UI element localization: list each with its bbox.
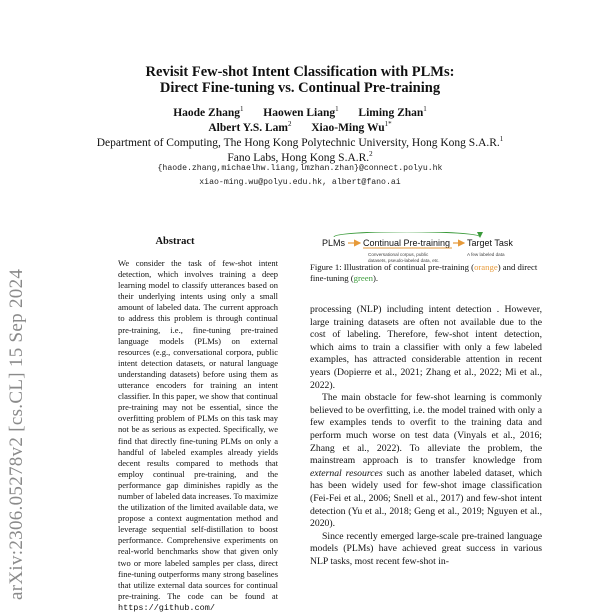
abstract-text: We consider the task of few-shot intent detection, which involves training a deep learning model to classify utterances based on their underlying intents using only a small amount of labeled data. The current approach to address this problem is through continual pre-training, i.e., fine-tuning pre-trained language models (PLMs) on external resources (e.g., conversational corpora, public intent detection datasets, or natural language understanding datasets) before using them as utterance encoders for training an intent classifier. In this paper, we show that continual pre-training may not be essential, since the overfitting problem of PLMs on this task may not be as serious as expected. Specifically, we find that directly fine-tuning PLMs on only a handful of labeled examples already yields decent results compared to methods that employ continual pre-training, and the performance gap diminishes rapidly as the number of labeled data increases. To maximize the utilization of the limited available data, we propose a context augmentation method and leverage sequential self-distillation to boost performance. Comprehensive experiments on real-world benchmarks show that given only two or more labeled samples per class, direct fine-tuning outperforms many strong baselines that utilize external data sources for continual pre-training. The code can be found at [118, 258, 278, 601]
body-paragraph-3: Since recently emerged large-scale pre-trained language models (PLMs) have achieved great success in various NLP tasks, most recent few-shot in- [310, 530, 542, 567]
figure-cpt-sub-2: datasets, pseudo-labeled data, etc. [368, 258, 440, 263]
arxiv-identifier: arXiv:2306.05278v2 [cs.CL] 15 Sep 2024 [6, 268, 27, 600]
figure-1-caption [310, 262, 542, 284]
figure-cpt-label: Continual Pre-training [363, 238, 451, 248]
body-p2-text-a: The main obstacle for few-shot learning is commonly believed to be overfitting, i.e. the model trained with only a few examples tends to overfit to the training data and perform much worse on test data (Vinyals et al., 2016; Zhang et al., 2022). To alleviate the problem, the mainstream approach is to transfer knowledge from [310, 392, 542, 467]
email-line-1[interactable]: {haode.zhang,michaelhw.liang,lmzhan.zhan}@connect.polyu.hk [157, 164, 443, 173]
body-p2-text-b: such as another labeled dataset, which has been widely used for few-shot image classification (Fei-Fei et al., 2006; Snell et al., 2017) and few-shot intent detection (Yu et al., 2018; Geng et al., 2019; Nguyen et al., 2020). [310, 467, 543, 530]
abstract-body [118, 258, 278, 614]
affiliation-1-mark: 1 [499, 135, 504, 143]
paper-title-line-2: Direct Fine-tuning vs. Continual Pre-training [159, 80, 441, 96]
author-affil-mark: 2 [288, 120, 292, 128]
author-name: Albert Y.S. Lam [208, 121, 288, 134]
figure-task-sub: A few labeled data [467, 252, 505, 257]
paper-title-line-1: Revisit Few-shot Intent Classification with PLMs: [145, 64, 455, 80]
affiliation-1-text: Department of Computing, The Hong Kong Polytechnic University, Hong Kong S.A.R. [96, 136, 500, 149]
author-affil-mark: 1* [384, 120, 392, 128]
email-line-2[interactable]: xiao-ming.wu@polyu.edu.hk, albert@fano.ai [199, 178, 401, 187]
author-affil-mark: 1 [240, 105, 244, 113]
figure-cpt-sub-1: Conversational corpus, public [368, 252, 429, 257]
abstract-code-link[interactable]: https://github.com/ [118, 602, 215, 613]
body-p2-emphasis: external resources [310, 467, 383, 479]
caption-suffix: ). [372, 273, 379, 283]
caption-green-word: green [353, 273, 373, 283]
affiliation-2-mark: 2 [369, 150, 373, 158]
abstract-heading: Abstract [155, 236, 195, 247]
caption-orange-word: orange [474, 262, 498, 272]
author-name: Haowen Liang [263, 106, 336, 119]
author-name: Liming Zhan [358, 106, 424, 119]
body-paragraph-2 [310, 392, 542, 531]
affiliation-2-text: Fano Labs, Hong Kong S.A.R. [227, 151, 370, 164]
author-affil-mark: 1 [335, 105, 339, 113]
figure-task-label: Target Task [467, 238, 513, 248]
body-paragraph-1: processing (NLP) including intent detection . However, large training datasets are often not available due to the cost of labeling. Therefore, few-shot intent detection, which aims to train a classifier with only a few labeled examples, has attracted considerable attention in recent years (Dopierre et al., 2021; Zhang et al., 2022; Mi et al., 2022). [310, 304, 542, 391]
author-name: Xiao-Ming Wu [311, 121, 385, 134]
body-right-column [310, 304, 542, 568]
figure-plms-label: PLMs [322, 238, 346, 248]
author-affil-mark: 1 [423, 105, 427, 113]
direct-finetune-arrow [334, 232, 480, 237]
author-name: Haode Zhang [173, 106, 241, 119]
caption-mid: ) and direct fine-tuning ( [310, 262, 538, 283]
caption-prefix: Figure 1: Illustration of continual pre-training ( [310, 262, 475, 272]
